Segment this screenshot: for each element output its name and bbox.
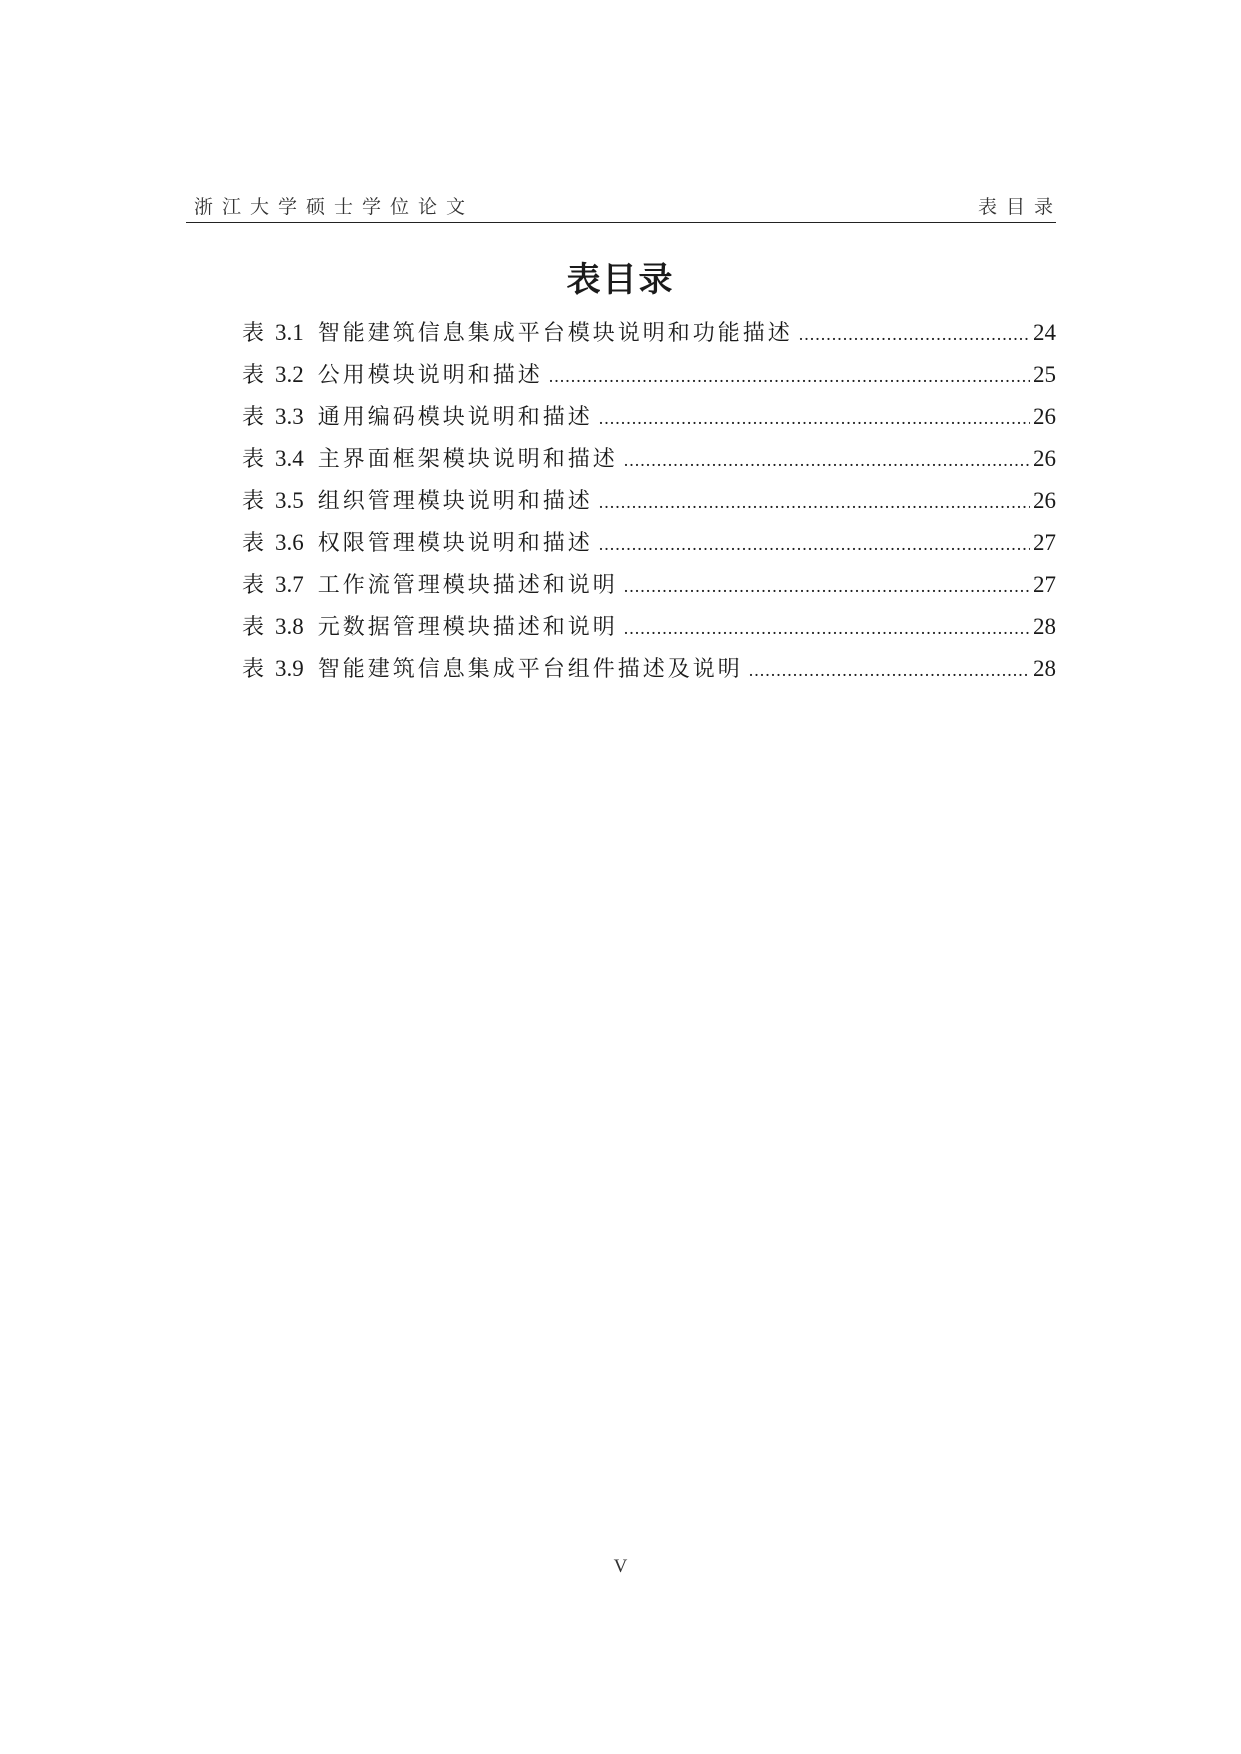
entry-page: 28 (1033, 614, 1056, 639)
entry-number: 3.1 (275, 320, 304, 345)
dot-leader (624, 576, 1030, 597)
toc-entry[interactable] (242, 568, 1056, 610)
entry-title: 通用编码模块说明和描述 (317, 405, 593, 430)
toc-entry[interactable] (242, 358, 1056, 400)
entry-page: 26 (1033, 404, 1056, 429)
entry-prefix: 表 (242, 321, 267, 346)
header-section-title: 表目录 (977, 196, 1062, 218)
entry-number: 3.9 (275, 656, 304, 681)
entry-number: 3.8 (275, 614, 304, 639)
entry-number: 3.5 (275, 488, 304, 513)
toc-entry[interactable] (242, 400, 1056, 442)
entry-page: 25 (1033, 362, 1056, 387)
entry-prefix: 表 (242, 615, 267, 640)
entry-number: 3.7 (275, 572, 304, 597)
toc-entry[interactable] (242, 316, 1056, 358)
header-rule (186, 222, 1056, 223)
entry-title: 组织管理模块说明和描述 (317, 489, 593, 514)
running-header (186, 192, 1062, 222)
entry-prefix: 表 (242, 363, 267, 388)
entry-prefix: 表 (242, 405, 267, 430)
entry-page: 26 (1033, 446, 1056, 471)
entry-number: 3.4 (275, 446, 304, 471)
entry-page: 27 (1033, 530, 1056, 555)
toc-entry[interactable] (242, 652, 1056, 694)
toc-entry[interactable] (242, 442, 1056, 484)
dot-leader (599, 534, 1030, 555)
entry-title: 权限管理模块说明和描述 (317, 531, 593, 556)
entry-page: 27 (1033, 572, 1056, 597)
toc-entry[interactable] (242, 610, 1056, 652)
dot-leader (749, 660, 1030, 681)
page-number: V (613, 1556, 628, 1577)
dot-leader (599, 408, 1030, 429)
toc-entry[interactable] (242, 484, 1056, 526)
entry-title: 工作流管理模块描述和说明 (317, 573, 618, 598)
entry-prefix: 表 (242, 531, 267, 556)
entry-number: 3.6 (275, 530, 304, 555)
entry-number: 3.2 (275, 362, 304, 387)
entry-title: 元数据管理模块描述和说明 (317, 615, 618, 640)
page-title: 表目录 (566, 260, 675, 300)
entry-page: 24 (1033, 320, 1056, 345)
entry-prefix: 表 (242, 489, 267, 514)
dot-leader (599, 492, 1030, 513)
header-thesis-title: 浙江大学硕士学位论文 (194, 196, 475, 218)
toc-entry[interactable] (242, 526, 1056, 568)
entry-prefix: 表 (242, 447, 267, 472)
dot-leader (624, 450, 1030, 471)
entry-title: 智能建筑信息集成平台模块说明和功能描述 (317, 321, 793, 346)
entry-title: 智能建筑信息集成平台组件描述及说明 (317, 657, 743, 682)
entry-number: 3.3 (275, 404, 304, 429)
dot-leader (799, 324, 1030, 345)
entry-page: 26 (1033, 488, 1056, 513)
entry-prefix: 表 (242, 657, 267, 682)
entry-page: 28 (1033, 656, 1056, 681)
dot-leader (549, 366, 1030, 387)
entry-title: 公用模块说明和描述 (317, 363, 543, 388)
entry-prefix: 表 (242, 573, 267, 598)
entry-title: 主界面框架模块说明和描述 (317, 447, 618, 472)
table-of-tables (242, 316, 1056, 694)
dot-leader (624, 618, 1030, 639)
